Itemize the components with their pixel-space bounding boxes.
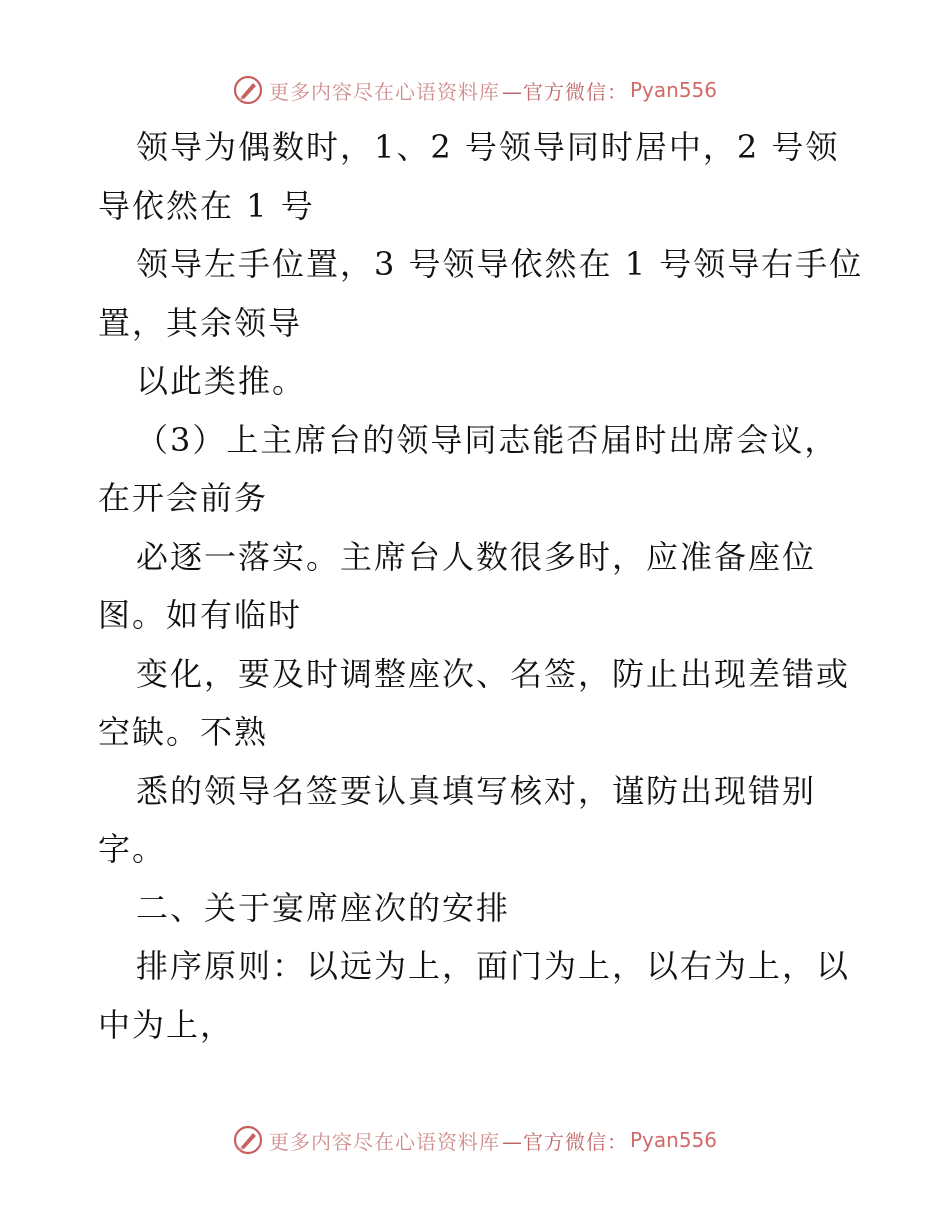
text-line: 悉的领导名签要认真填写核对，谨防出现错别 [136, 771, 817, 810]
text-line: 空缺。不熟 [98, 713, 269, 751]
text-line: 中为上， [98, 1005, 235, 1044]
text-line: 在开会前务 [98, 479, 269, 517]
text-line: 字。 [98, 830, 167, 868]
watermark-text: 更多内容尽在心语资料库 [268, 79, 500, 104]
section-heading: 二、关于宴席座次的安排 [136, 888, 511, 927]
header-watermark [0, 70, 950, 110]
pen-logo-icon [233, 1125, 263, 1155]
watermark-id: Pyan556 [629, 78, 717, 102]
document-body [98, 118, 864, 1054]
text-line: 置，其余领导 [98, 303, 303, 342]
text-line: 变化，要及时调整座次、名签，防止出现差错或 [136, 654, 851, 693]
text-line: 以此类推。 [136, 362, 307, 400]
pen-logo-icon [233, 75, 263, 105]
watermark-id: Pyan556 [629, 1128, 717, 1152]
watermark-label: —官方微信： [501, 1129, 628, 1154]
watermark-text: 更多内容尽在心语资料库 [268, 1129, 500, 1154]
text-line: 排序原则：以远为上，面门为上，以右为上，以 [136, 947, 851, 985]
footer-watermark [0, 1120, 950, 1160]
text-line: 图。如有临时 [98, 596, 303, 634]
text-line: （3）上主席台的领导同志能否届时出席会议， [136, 420, 839, 459]
text-line: 导依然在 1 号 [98, 186, 315, 225]
text-line: 领导左手位置，3 号领导依然在 1 号领导右手位 [136, 245, 864, 283]
watermark-label: —官方微信： [501, 79, 628, 104]
text-line: 必逐一落实。主席台人数很多时，应准备座位 [136, 537, 817, 576]
text-line: 领导为偶数时，1、2 号领导同时居中，2 号领 [136, 128, 840, 166]
